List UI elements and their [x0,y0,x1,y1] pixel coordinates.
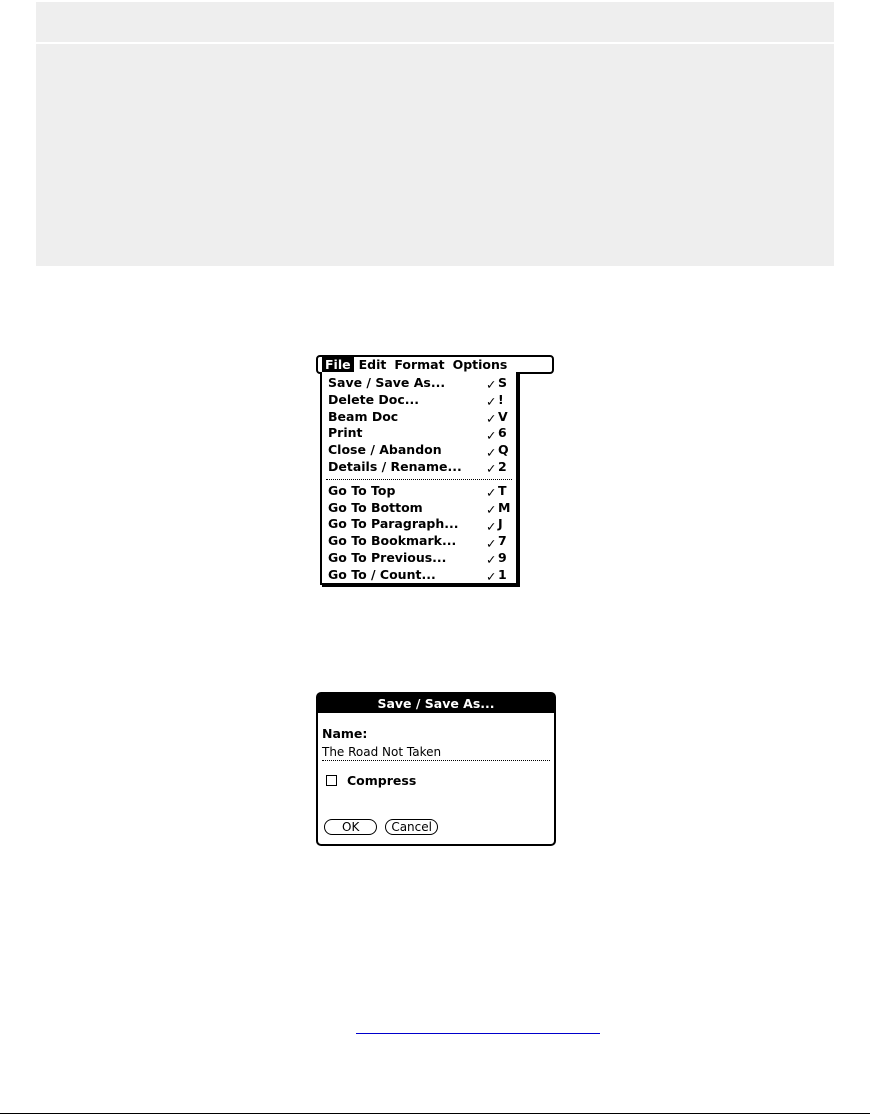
menu-item-label: Go To Bookmark... [328,533,457,549]
menu-shortcut [486,533,512,550]
cancel-button[interactable]: Cancel [385,819,438,835]
compress-label: Compress [347,773,417,788]
command-stroke-icon: ✓ [486,569,497,585]
menu-item-label: Go To Bottom [328,499,423,515]
menu-item-label: Go To / Count... [328,566,436,582]
menu-item-label: Go To Top [328,482,396,498]
menu-options[interactable]: Options [452,357,508,372]
command-stroke-icon: ✓ [486,461,497,477]
menu-item[interactable] [322,459,516,476]
menu-shortcut-key: 2 [498,458,507,474]
command-stroke-icon: ✓ [486,485,497,501]
menu-shortcut-key: 1 [498,566,507,582]
menu-shortcut [486,459,512,476]
menu-item[interactable] [322,483,516,500]
menu-shortcut-key: 9 [498,549,507,565]
menu-shortcut [486,500,512,517]
menu-item-label: Details / Rename... [328,458,462,474]
menu-shortcut [486,567,512,584]
menu-shortcut-key: J [498,516,503,532]
menu-shortcut-key: Q [498,442,509,458]
palm-menu-screenshot [316,355,556,587]
menu-separator [326,479,512,480]
menu-shortcut [486,409,512,426]
header-bar [36,2,834,42]
name-field[interactable]: The Road Not Taken [322,744,550,761]
menu-shortcut-key: T [498,482,507,498]
command-stroke-icon: ✓ [486,444,497,460]
command-stroke-icon: ✓ [486,394,497,410]
menu-shortcut [486,442,512,459]
menu-file[interactable]: File [322,357,354,372]
menu-item[interactable] [322,375,516,392]
menu-shortcut [486,392,512,409]
menu-item-label: Save / Save As... [328,375,446,390]
menu-item[interactable] [322,516,516,533]
menu-item-label: Go To Previous... [328,549,447,565]
command-stroke-icon: ✓ [486,518,497,534]
file-menu-dropdown [320,372,518,585]
menu-shortcut [486,483,512,500]
menu-edit[interactable]: Edit [358,357,387,372]
dialog-buttons [324,819,438,835]
command-stroke-icon: ✓ [486,377,497,393]
menu-item-label: Close / Abandon [328,442,442,458]
menu-shortcut-key: V [498,408,508,424]
menu-shortcut [486,516,512,533]
menu-item-label: Print [328,425,363,441]
menu-item-label: Beam Doc [328,408,399,424]
menu-shortcut [486,425,512,442]
save-dialog [316,692,556,846]
menu-item-label: Go To Paragraph... [328,516,459,532]
header-panel [36,44,834,266]
menu-item-label: Delete Doc... [328,391,420,407]
compress-option[interactable] [326,773,416,788]
menu-item[interactable] [322,409,516,426]
menu-item[interactable] [322,567,516,584]
menu-item[interactable] [322,533,516,550]
menu-item[interactable] [322,425,516,442]
command-stroke-icon: ✓ [486,501,497,517]
menu-shortcut [486,550,512,567]
menu-item[interactable] [322,500,516,517]
name-label: Name: [322,726,368,741]
menu-shortcut-key: M [498,499,511,515]
page-bottom-rule [0,1113,870,1114]
menu-format[interactable]: Format [394,357,445,372]
menu-item[interactable] [322,550,516,567]
compress-checkbox[interactable] [326,775,337,786]
menu-shortcut-key: S [498,375,508,390]
menu-shortcut-key: 6 [498,425,507,441]
menu-shortcut-key: 7 [498,533,507,549]
menu-item[interactable] [322,442,516,459]
footer-link-underline[interactable] [356,1032,600,1034]
command-stroke-icon: ✓ [486,552,497,568]
menu-shortcut-key: ! [498,391,504,407]
menu-shortcut [486,375,512,392]
menu-item[interactable] [322,392,516,409]
command-stroke-icon: ✓ [486,535,497,551]
command-stroke-icon: ✓ [486,427,497,443]
command-stroke-icon: ✓ [486,410,497,426]
dialog-title: Save / Save As... [318,694,554,713]
ok-button[interactable]: OK [324,819,377,835]
